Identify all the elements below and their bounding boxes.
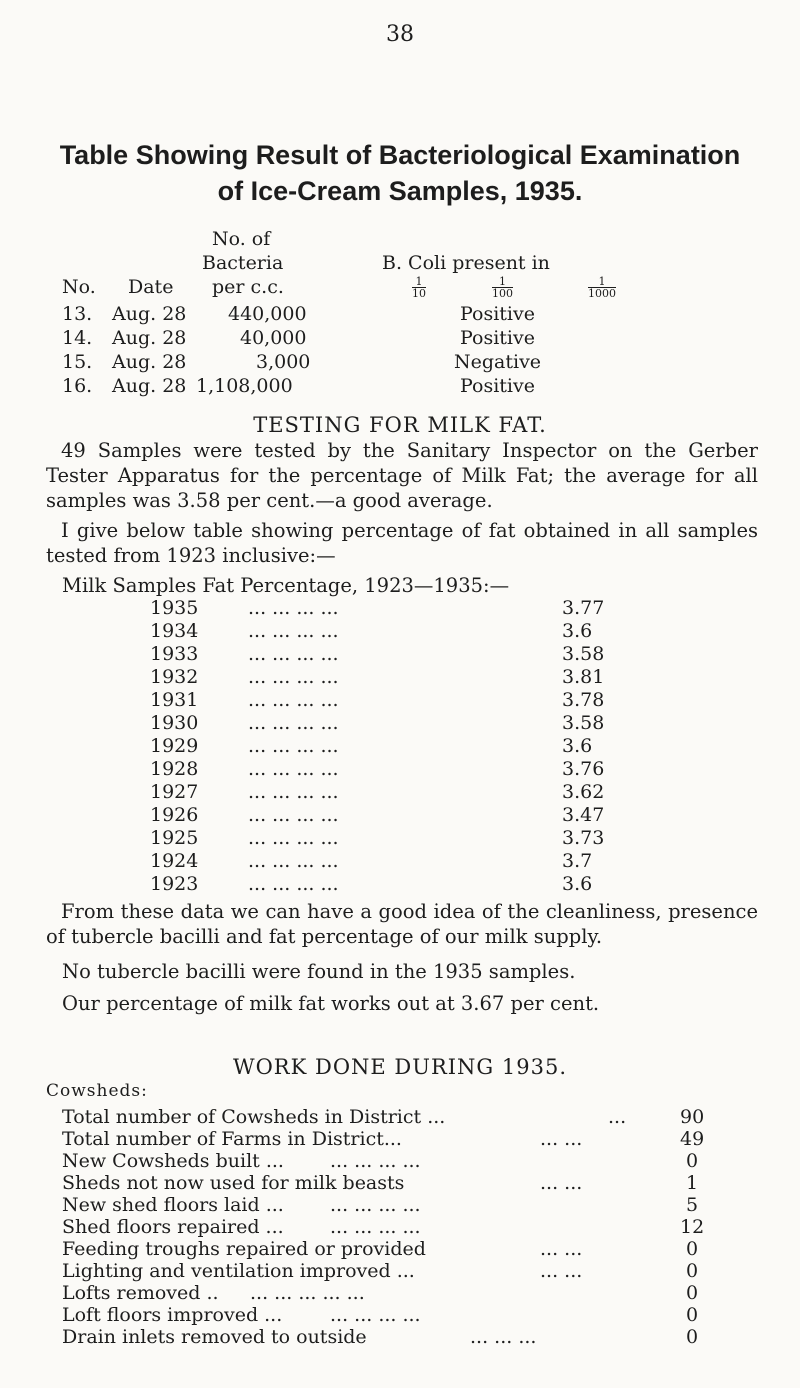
row-label: New Cowsheds built ... [62,1150,284,1172]
row-label: Feeding troughs repaired or provided [62,1238,426,1260]
paragraph: 49 Samples were tested by the Sanitary Inspector on the Gerber Tester Apparatus for the percentage of Milk Fat; the average for all samples was 3.58 per cent.—a good average. [46,439,758,512]
row-bacteria: 3,000 [256,351,311,373]
row-dots: ... ... ... ... [330,1194,421,1216]
row-dots: ... ... [540,1172,583,1194]
row-dots: ... ... ... ... [248,850,339,872]
table-row [0,620,800,643]
row-label: Sheds not now used for milk beasts [62,1172,405,1194]
col-header-date: Date [128,276,174,298]
table-row [0,1260,800,1282]
row-year: 1924 [150,850,199,872]
row-dots: ... ... ... ... [248,804,339,826]
row-dots: ... ... ... [470,1326,537,1348]
table-row [0,643,800,666]
page-subtitle: of Ice-Cream Samples, 1935. [217,176,583,206]
row-value: 0 [686,1150,699,1172]
row-value: 12 [680,1216,705,1238]
row-label: Total number of Cowsheds in District ... [62,1106,446,1128]
row-percentage: 3.81 [562,666,605,688]
table-row [0,781,800,804]
row-label: New shed floors laid ... [62,1194,284,1216]
row-value: 1 [686,1172,699,1194]
row-dots: ... ... [540,1238,583,1260]
table-row [0,1326,800,1348]
col-header-no: No. [62,276,96,298]
table-row [0,597,800,620]
row-dots: ... ... ... ... [248,827,339,849]
table-row [0,827,800,850]
table-row [0,689,800,712]
fraction-denominator: 100 [492,287,513,300]
row-percentage: 3.58 [562,643,605,665]
table-row [0,327,800,351]
row-dots: ... ... ... ... ... [250,1282,365,1304]
row-date: Aug. 28 [112,351,187,373]
row-year: 1935 [150,597,199,619]
table-row [0,1194,800,1216]
row-year: 1927 [150,781,199,803]
row-result: Negative [454,351,542,373]
row-dots: ... ... ... ... [248,758,339,780]
row-year: 1928 [150,758,199,780]
row-date: Aug. 28 [112,303,187,325]
row-year: 1930 [150,712,199,734]
row-value: 49 [680,1128,705,1150]
row-label: Lofts removed .. [62,1282,219,1304]
paragraph: Our percentage of milk fat works out at 3.67 per cent. [62,992,600,1015]
row-dots: ... [608,1106,627,1128]
table-row [0,1128,800,1150]
row-bacteria: 440,000 [228,303,307,325]
row-percentage: 3.6 [562,735,593,757]
row-no: 14. [62,327,93,349]
row-dots: ... ... ... ... [248,735,339,757]
row-value: 0 [686,1304,699,1326]
row-dots: ... ... ... ... [330,1304,421,1326]
row-label: Total number of Farms in District... [62,1128,402,1150]
row-result: Positive [460,303,535,325]
fraction-hundredth [492,276,513,299]
row-dots: ... ... ... ... [248,620,339,642]
table-row [0,303,800,327]
row-dots: ... ... ... ... [248,689,339,711]
fraction-numerator: 1 [588,276,616,288]
row-dots: ... ... ... ... [248,873,339,895]
table-row [0,735,800,758]
row-percentage: 3.62 [562,781,605,803]
paragraph: No tubercle bacilli were found in the 1935 samples. [62,960,576,983]
row-no: 15. [62,351,93,373]
table-row [0,850,800,873]
table-row [0,1172,800,1194]
page-title: Table Showing Result of Bacteriological Examination [59,140,741,170]
fraction-denominator: 1000 [588,287,616,300]
page-number: 38 [386,22,414,47]
fraction-tenth [412,276,426,299]
row-dots: ... ... ... ... [248,597,339,619]
row-dots: ... ... ... ... [330,1216,421,1238]
table-row [0,1216,800,1238]
table-row [0,1150,800,1172]
row-bacteria: 40,000 [240,327,307,349]
row-value: 0 [686,1326,699,1348]
row-percentage: 3.78 [562,689,605,711]
table-row [0,1106,800,1128]
row-value: 0 [686,1238,699,1260]
row-dots: ... ... ... ... [248,781,339,803]
row-dots: ... ... ... ... [248,666,339,688]
row-dots: ... ... [540,1260,583,1282]
table-row [0,804,800,827]
row-year: 1934 [150,620,199,642]
subheading-cowsheds: Cowsheds: [46,1081,148,1101]
table-row [0,1304,800,1326]
table-row [0,666,800,689]
table-row [0,351,800,375]
row-label: Drain inlets removed to outside [62,1326,367,1348]
row-dots: ... ... [540,1128,583,1150]
fraction-thousandth [588,276,616,299]
row-year: 1923 [150,873,199,895]
row-year: 1929 [150,735,199,757]
row-label: Shed floors repaired ... [62,1216,284,1238]
fraction-denominator: 10 [412,287,426,300]
row-date: Aug. 28 [112,375,187,397]
row-value: 0 [686,1282,699,1304]
row-dots: ... ... ... ... [330,1150,421,1172]
row-percentage: 3.6 [562,620,593,642]
table-row [0,375,800,399]
fat-table-caption: Milk Samples Fat Percentage, 1923—1935:— [62,574,510,597]
row-dots: ... ... ... ... [248,712,339,734]
row-dots: ... ... ... ... [248,643,339,665]
row-year: 1932 [150,666,199,688]
col-header-bacteria-2: Bacteria [202,252,284,274]
row-no: 16. [62,375,93,397]
row-no: 13. [62,303,93,325]
row-value: 0 [686,1260,699,1282]
paragraph: I give below table showing percentage of fat obtained in all samples tested from 1923 inclusive:— [46,519,758,567]
row-year: 1931 [150,689,199,711]
row-date: Aug. 28 [112,327,187,349]
row-percentage: 3.47 [562,804,605,826]
row-value: 5 [686,1194,699,1216]
fraction-numerator: 1 [412,276,426,288]
row-year: 1926 [150,804,199,826]
row-percentage: 3.6 [562,873,593,895]
row-percentage: 3.7 [562,850,593,872]
table-row [0,1282,800,1304]
table-row [0,1238,800,1260]
row-percentage: 3.73 [562,827,605,849]
section-heading-work-done: WORK DONE DURING 1935. [233,1055,567,1079]
col-header-bacteria-1: No. of [212,228,271,250]
row-result: Positive [460,375,535,397]
row-label: Lighting and ventilation improved ... [62,1260,415,1282]
row-bacteria: 1,108,000 [196,375,293,397]
section-heading-milk-fat: TESTING FOR MILK FAT. [253,413,547,437]
table-row [0,712,800,735]
col-header-coli: B. Coli present in [382,252,550,274]
fraction-numerator: 1 [492,276,513,288]
row-year: 1933 [150,643,199,665]
row-label: Loft floors improved ... [62,1304,283,1326]
row-percentage: 3.76 [562,758,605,780]
table-row [0,758,800,781]
row-percentage: 3.77 [562,597,605,619]
row-value: 90 [680,1106,705,1128]
table-row [0,873,800,896]
paragraph: From these data we can have a good idea of the cleanliness, presence of tubercle bacilli and fat percentage of our milk supply. [46,900,758,948]
row-percentage: 3.58 [562,712,605,734]
row-result: Positive [460,327,535,349]
col-header-bacteria-3: per c.c. [212,276,284,298]
row-year: 1925 [150,827,199,849]
